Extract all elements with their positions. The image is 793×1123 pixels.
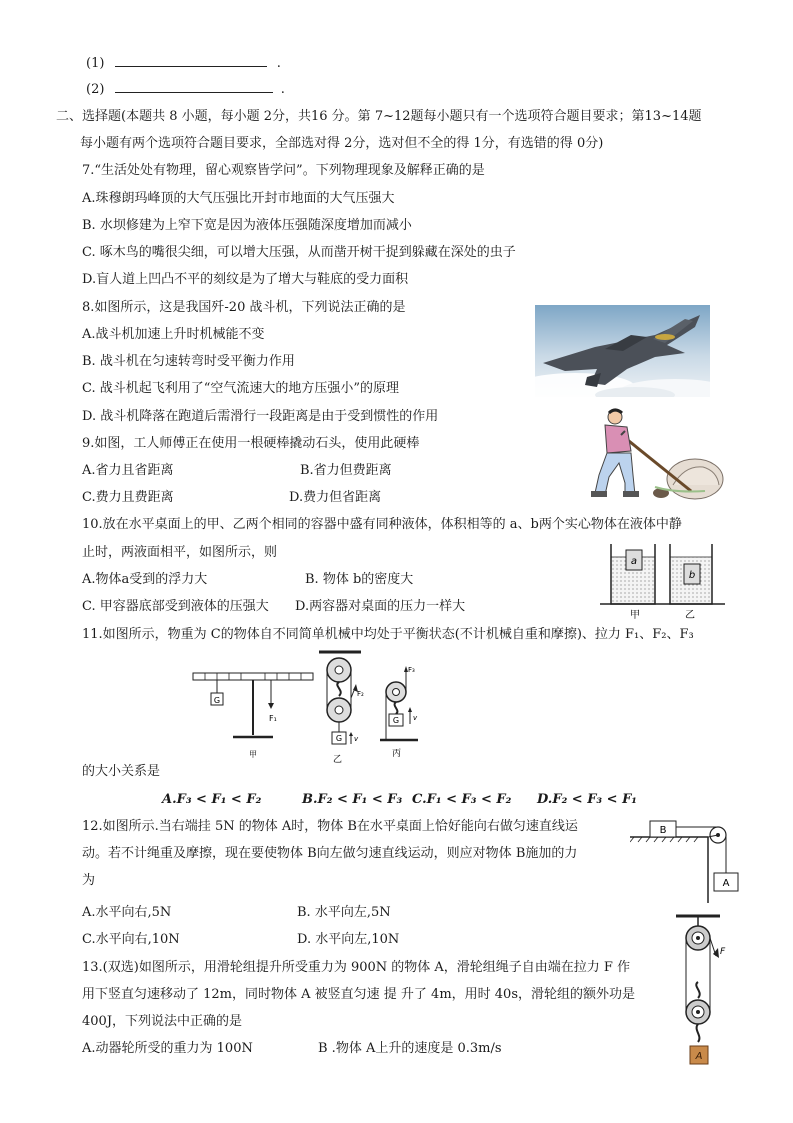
container-jia-label: 甲 — [630, 610, 640, 621]
block-b-label: B — [659, 825, 667, 836]
q9-option-a[interactable]: A.省力且省距离 — [82, 463, 174, 478]
q13-option-b[interactable]: B .物体 A上升的速度是 0.3m/s — [318, 1041, 502, 1056]
q7-stem: 7.“生活处处有物理，留心观察皆学问”。下列物理现象及解释正确的是 — [82, 163, 485, 178]
figure-yi-label: 乙 — [333, 755, 343, 765]
q13-stem: 13.(双选)如图所示，用滑轮组提升所受重力为 900N 的物体 A，滑轮组绳子自由端在拉力 F 作 — [82, 960, 631, 975]
worker-lever-figure — [585, 405, 725, 500]
q13-stem-cont: 用下竖直匀速移动了 12m，同时物体 A 被竖直匀速 提 升了 4m，用时 40s，滑轮组的额外功是 — [82, 987, 635, 1002]
q10-option-b[interactable]: B. 物体 b的密度大 — [305, 572, 414, 587]
block-a-label: a — [630, 556, 638, 567]
pulley-figure-bing — [378, 662, 428, 764]
q13-stem-end: 400J，下列说法中正确的是 — [82, 1014, 243, 1029]
blank-label: (2) — [86, 82, 105, 97]
q8-option-d[interactable]: D. 战斗机降落在跑道后需滑行一段距离是由于受到惯性的作用 — [82, 409, 439, 424]
q12-option-d[interactable]: D. 水平向左,10N — [297, 932, 400, 947]
pulley-block-figure — [672, 912, 732, 1070]
weight-g-label: G — [335, 734, 343, 743]
block-a-label: A — [695, 1051, 703, 1062]
q8-option-b[interactable]: B. 战斗机在匀速转弯时受平衡力作用 — [82, 354, 295, 369]
q8-stem: 8.如图所示，这是我国歼-20 战斗机，下列说法正确的是 — [82, 300, 406, 315]
lever-figure-jia — [185, 665, 320, 760]
q7-option-c[interactable]: C. 啄木鸟的嘴很尖细，可以增大压强，从而凿开树干捉到躲藏在深处的虫子 — [82, 245, 516, 260]
answer-blank[interactable] — [115, 80, 273, 93]
q12-stem-end: 为 — [82, 873, 96, 888]
q11-stem: 11.如图所示，物重为 C的物体自不同简单机械中均处于平衡状态(不计机械自重和摩擦)、拉力 F₁、F₂、F₃ — [82, 627, 694, 642]
figure-bing-label: 丙 — [392, 749, 402, 759]
q11-option-c[interactable]: C.F₁ < F₃ < F₂ — [412, 792, 512, 807]
weight-g-label: G — [392, 716, 400, 725]
section-heading-cont: 每小题有两个选项符合题目要求，全部选对得 2分，选对但不全的得 1分，有选错的得 0分) — [80, 136, 604, 151]
force-f1-label: F₁ — [269, 714, 277, 723]
q7-option-b[interactable]: B. 水坝修建为上窄下宽是因为液体压强随深度增加而减小 — [82, 218, 412, 233]
q11-option-d[interactable]: D.F₂ < F₃ < F₁ — [537, 792, 637, 807]
section-heading: 二、选择题(本题共 8 小题，每小题 2分，共16 分。第 7~12题每小题只有一个选项符合题目要求；第13~14题 — [56, 109, 702, 124]
q7-option-d[interactable]: D.盲人道上凹凸不平的刻纹是为了增大与鞋底的受力面积 — [82, 272, 409, 287]
q8-option-c[interactable]: C. 战斗机起飞利用了“空气流速大的地方压强小”的原理 — [82, 381, 400, 396]
q10-option-d[interactable]: D.两容器对桌面的压力一样大 — [295, 599, 466, 614]
blank-label: (1) — [86, 56, 105, 71]
q13-option-a[interactable]: A.动器轮所受的重力为 100N — [82, 1041, 253, 1056]
q9-option-c[interactable]: C.费力且费距离 — [82, 490, 174, 505]
q9-option-d[interactable]: D.费力但省距离 — [289, 490, 382, 505]
blank-line-1 — [86, 54, 281, 73]
velocity-label: v — [413, 714, 418, 722]
q9-option-b[interactable]: B.省力但费距离 — [300, 463, 392, 478]
blank-line-2 — [86, 80, 285, 99]
q12-option-b[interactable]: B. 水平向左,5N — [297, 905, 391, 920]
force-f-label: F — [720, 947, 726, 957]
velocity-label: v — [354, 735, 359, 743]
block-b-label: b — [688, 570, 696, 581]
pulley-figure-yi — [315, 648, 375, 766]
block-a-label: A — [722, 878, 730, 889]
q12-stem-cont: 动。若不计绳重及摩擦，现在要使物体 B向左做匀速直线运动，则应对物体 B施加的力 — [82, 846, 578, 861]
figure-jia-label: 甲 — [249, 750, 257, 759]
blank-end: . — [276, 56, 281, 71]
q11-option-b[interactable]: B.F₂ < F₁ < F₃ — [302, 792, 403, 807]
q8-option-a[interactable]: A.战斗机加速上升时机械能不变 — [82, 327, 265, 342]
q12-option-a[interactable]: A.水平向右,5N — [82, 905, 172, 920]
answer-blank[interactable] — [115, 54, 267, 67]
table-pulley-figure — [630, 815, 740, 903]
q11-option-a[interactable]: A.F₃ < F₁ < F₂ — [162, 792, 262, 807]
force-f3-label: F₃ — [408, 666, 415, 674]
q10-stem-cont: 止时，两液面相平，如图所示，则 — [82, 545, 278, 560]
q9-stem: 9.如图，工人师傅正在使用一根硬棒撬动石头，使用此硬棒 — [82, 436, 420, 451]
q12-option-c[interactable]: C.水平向右,10N — [82, 932, 180, 947]
blank-end: . — [280, 82, 285, 97]
q10-option-a[interactable]: A.物体a受到的浮力大 — [82, 572, 208, 587]
containers-figure — [600, 540, 725, 622]
q10-stem: 10.放在水平桌面上的甲、乙两个相同的容器中盛有同种液体，体积相等的 a、b两个实心物体在液体中静 — [82, 517, 682, 532]
q7-option-a[interactable]: A.珠穆朗玛峰顶的大气压强比开封市地面的大气压强大 — [82, 191, 395, 206]
container-yi-label: 乙 — [685, 610, 695, 621]
force-f2-label: F₂ — [357, 690, 364, 698]
fighter-jet-image — [535, 305, 710, 397]
q11-stem-end: 的大小关系是 — [82, 764, 161, 779]
q10-option-c[interactable]: C. 甲容器底部受到液体的压强大 — [82, 599, 269, 614]
weight-g-label: G — [213, 696, 221, 705]
q12-stem: 12.如图所示.当右端挂 5N 的物体 A时，物体 B在水平桌面上恰好能向右做匀速直线运 — [82, 819, 578, 834]
